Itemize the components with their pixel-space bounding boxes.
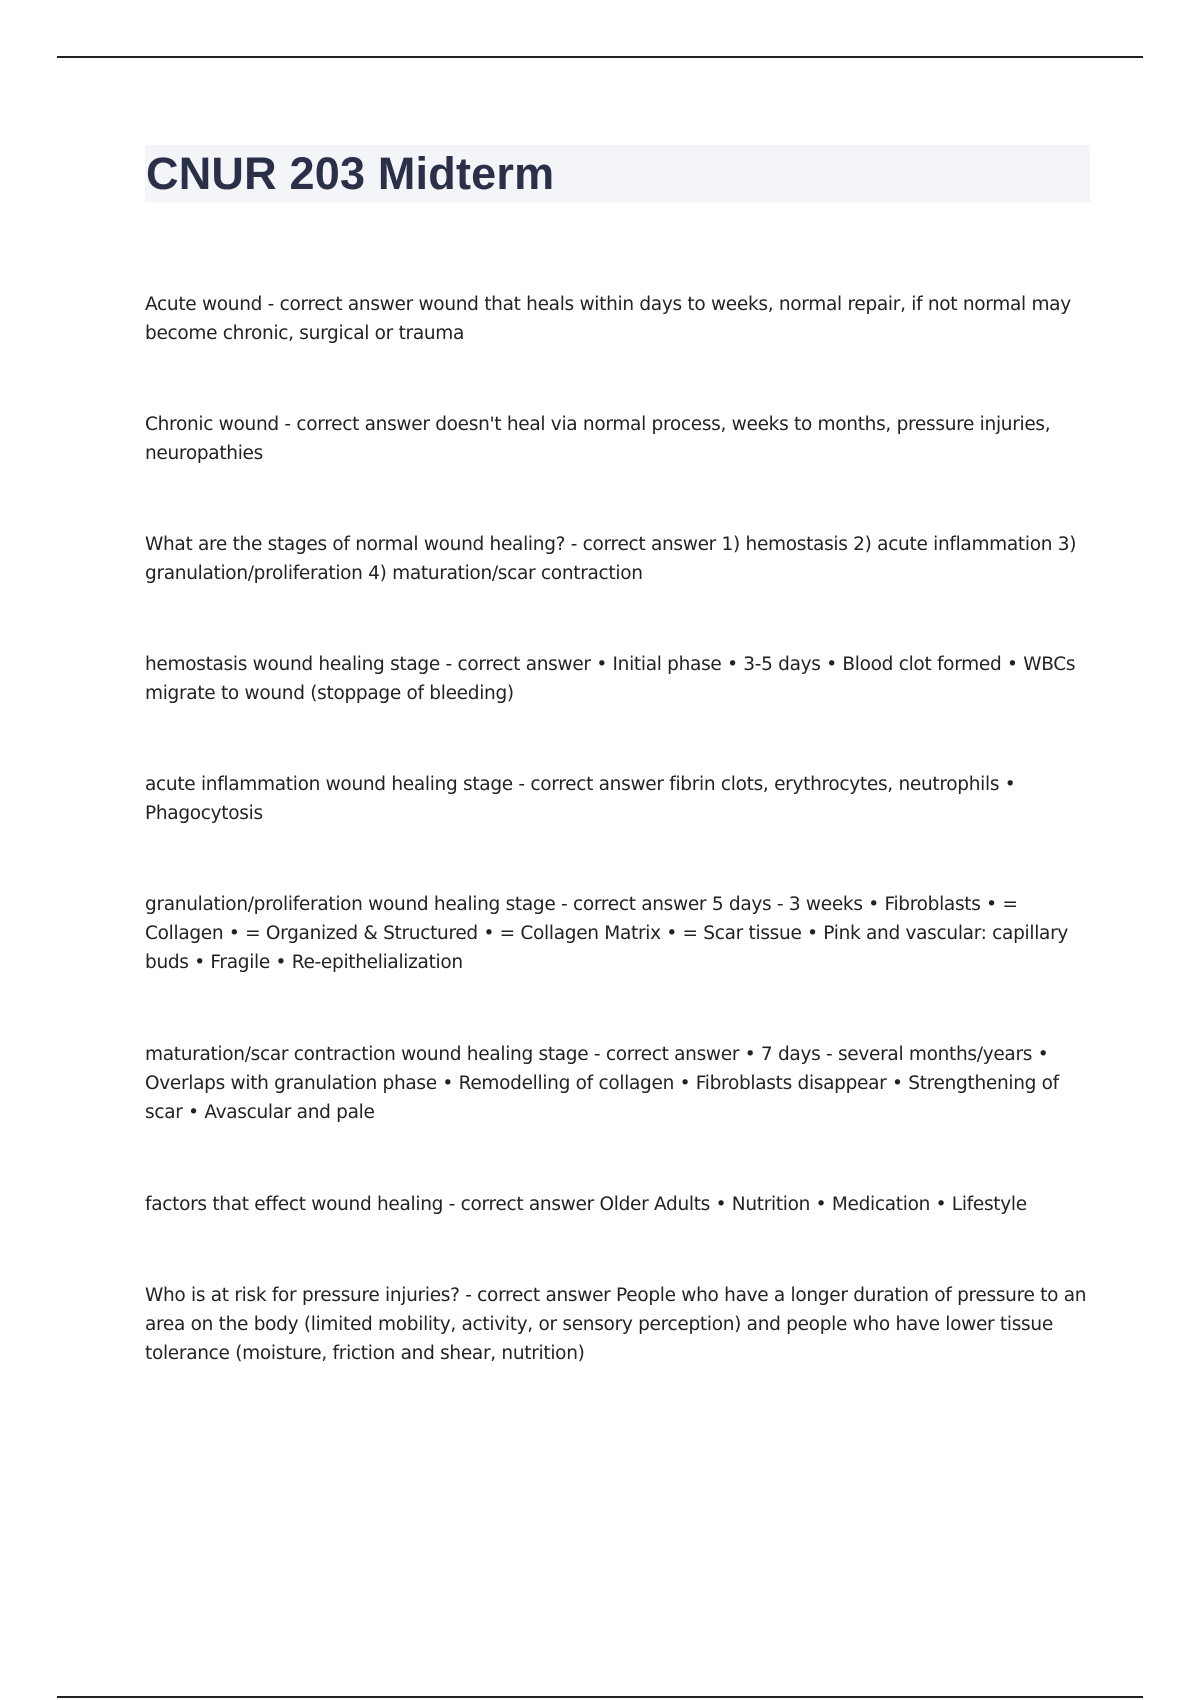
qa-entry-healing-factors: factors that effect wound healing - correct answer Older Adults • Nutrition • Medication • Lifestyle [145, 1194, 1027, 1215]
qa-entry-hemostasis: hemostasis wound healing stage - correct answer • Initial phase • 3-5 days • Blood clot formed • WBCs migrate to wound (stoppage of bleeding) [145, 654, 1076, 704]
top-rule [57, 56, 1143, 58]
document-title: CNUR 203 Midterm [146, 148, 555, 199]
qa-entry-acute-wound: Acute wound - correct answer wound that heals within days to weeks, normal repair, if not normal may become chronic, surgical or trauma [145, 294, 1071, 344]
qa-entry-granulation: granulation/proliferation wound healing stage - correct answer 5 days - 3 weeks • Fibroblasts • = Collagen • = Organized & Structured • = Collagen Matrix • = Scar tissue • Pink and vascular: capillary buds • Fragile • Re-epithelialization [145, 894, 1069, 973]
qa-entry-chronic-wound: Chronic wound - correct answer doesn't heal via normal process, weeks to months, pressure injuries, neuropathies [145, 414, 1051, 464]
qa-entry-acute-inflammation: acute inflammation wound healing stage - correct answer fibrin clots, erythrocytes, neutrophils • Phagocytosis [145, 774, 1016, 824]
qa-entry-maturation: maturation/scar contraction wound healing stage - correct answer • 7 days - several months/years • Overlaps with granulation phase • Remodelling of collagen • Fibroblasts disappear • Strengthening of scar • Avascular and pale [145, 1044, 1059, 1123]
bottom-rule [57, 1696, 1143, 1698]
qa-entry-healing-stages: What are the stages of normal wound healing? - correct answer 1) hemostasis 2) acute inflammation 3) granulation/proliferation 4) maturation/scar contraction [145, 534, 1077, 584]
qa-entry-pressure-injury-risk: Who is at risk for pressure injuries? - correct answer People who have a longer duration of pressure to an area on the body (limited mobility, activity, or sensory perception) and people who have lower tissue tolerance (moisture, friction and shear, nutrition) [145, 1285, 1087, 1364]
